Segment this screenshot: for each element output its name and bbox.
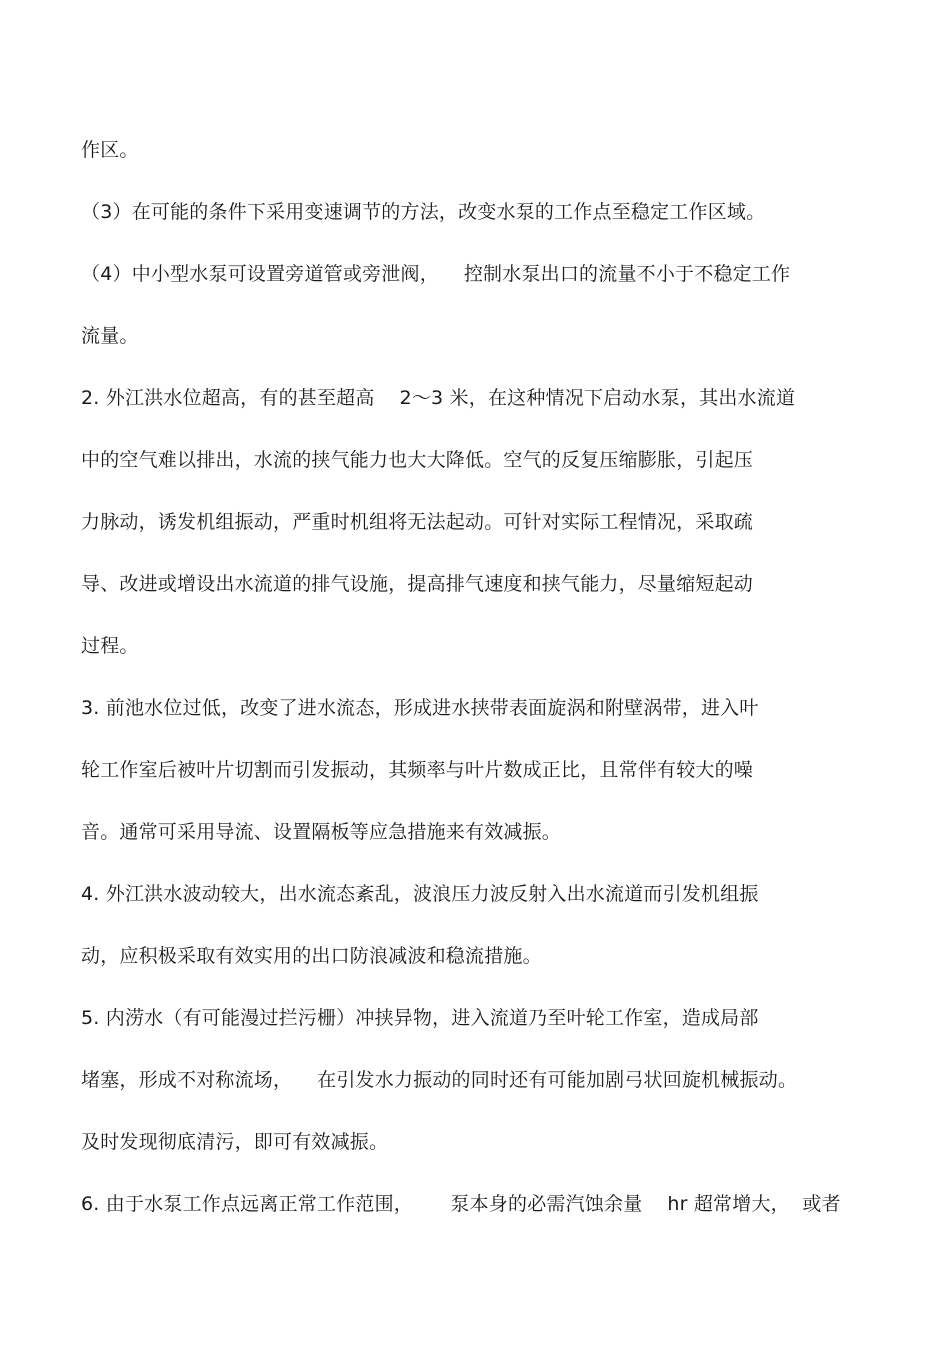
text-line: 力脉动，诱发机组振动，严重时机组将无法起动。可针对实际工程情况，采取疏 <box>81 511 754 533</box>
text-line: （4）中小型水泵可设置旁道管或旁泄阀， 控制水泵出口的流量不小于不稳定工作 <box>81 263 791 285</box>
text-line: 作区。 <box>81 139 139 161</box>
text-line: 流量。 <box>81 325 139 347</box>
text-line: 6. 由于水泵工作点远离正常工作范围， 泵本身的必需汽蚀余量 hr 超常增大， 或者 <box>81 1193 841 1215</box>
text-line: （3）在可能的条件下采用变速调节的方法，改变水泵的工作点至稳定工作区域。 <box>81 201 766 223</box>
text-line: 轮工作室后被叶片切割而引发振动，其频率与叶片数成正比，且常伴有较大的噪 <box>81 759 754 781</box>
text-line: 堵塞，形成不对称流场， 在引发水力振动的同时还有可能加剧弓状回旋机械振动。 <box>81 1069 798 1091</box>
text-line: 5. 内涝水（有可能漫过拦污栅）冲挟异物，进入流道乃至叶轮工作室，造成局部 <box>81 1007 759 1029</box>
text-line: 2. 外江洪水位超高，有的甚至超高 2～3 米，在这种情况下启动水泵，其出水流道 <box>81 387 796 409</box>
text-line: 音。通常可采用导流、设置隔板等应急措施来有效减振。 <box>81 821 562 843</box>
text-line: 过程。 <box>81 635 139 657</box>
text-line: 4. 外江洪水波动较大，出水流态紊乱，波浪压力波反射入出水流道而引发机组振 <box>81 883 759 905</box>
text-line: 中的空气难以排出，水流的挟气能力也大大降低。空气的反复压缩膨胀，引起压 <box>81 449 754 471</box>
text-line: 及时发现彻底清污，即可有效减振。 <box>81 1131 389 1153</box>
text-line: 导、改进或增设出水流道的排气设施，提高排气速度和挟气能力，尽量缩短起动 <box>81 573 754 595</box>
text-line: 动，应积极采取有效实用的出口防浪减波和稳流措施。 <box>81 945 542 967</box>
text-line: 3. 前池水位过低，改变了进水流态，形成进水挟带表面旋涡和附壁涡带，进入叶 <box>81 697 759 719</box>
